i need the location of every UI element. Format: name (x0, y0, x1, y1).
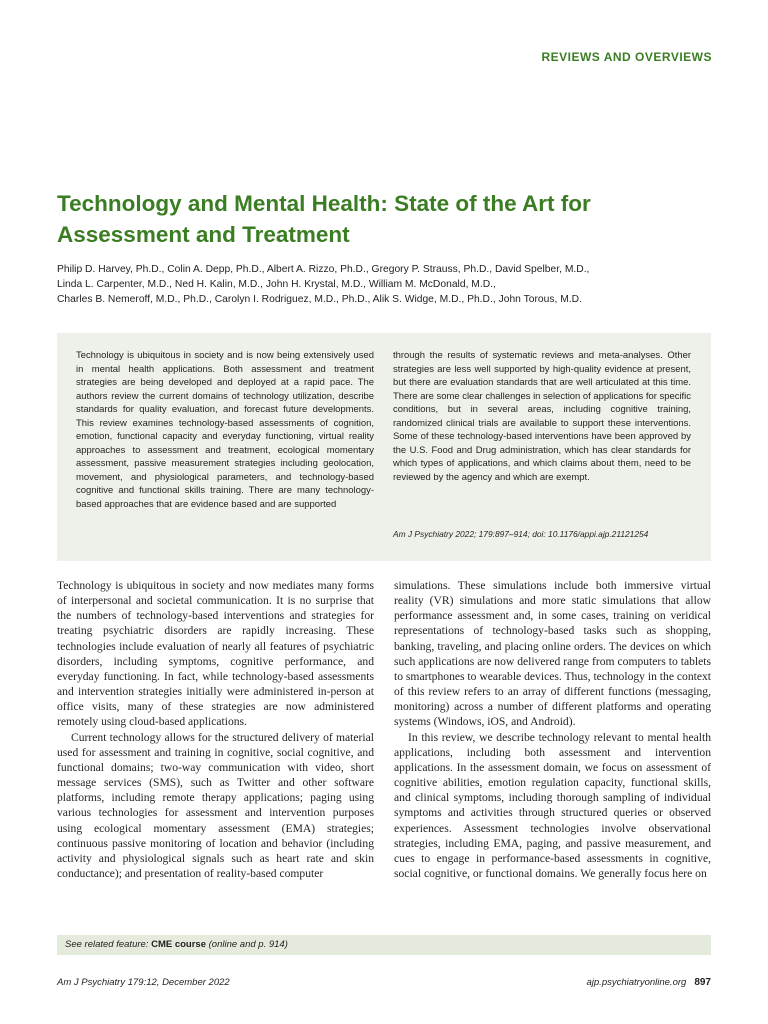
cme-course-link[interactable]: CME course (151, 939, 206, 950)
related-prefix: See related feature: (65, 939, 149, 950)
related-suffix: (online and p. 914) (208, 939, 288, 950)
abstract-left-column: Technology is ubiquitous in society and is now being extensively used in mental health applications. Both assessment and treatment strategies are being developed and deployed at a rapid pace. The authors review the current domains of technology utilization, describe standards for quality evaluation, and forecast future developments. This review examines technology-based assessments of cognition, emotion, functional capacity and everyday functioning, virtual reality approaches to assessment and treatment, ecological momentary assessment, passive measurement strategies including geolocation, movement, and physiological parameters, and technology-based cognitive and functional skills training. There are many technology-based approaches that are evidence based and are supported (76, 350, 374, 510)
journal-url-link[interactable]: ajp.psychiatryonline.org (586, 977, 687, 988)
body-left-column (57, 578, 374, 881)
author-line: Philip D. Harvey, Ph.D., Colin A. Depp, Ph.D., Albert A. Rizzo, Ph.D., Gregory P. Strauss, Ph.D., David Spelber, M.D., (57, 264, 590, 275)
body-right-column (394, 578, 711, 881)
page-number: 897 (694, 977, 711, 988)
citation: Am J Psychiatry 2022; 179:897–914; doi: 10.1176/appi.ajp.21121254 (393, 529, 649, 539)
section-label: REVIEWS AND OVERVIEWS (541, 50, 712, 64)
author-list (57, 262, 717, 307)
body-paragraph: In this review, we describe technology relevant to mental health applications, including both assessment and intervention applications. In the assessment domain, we focus on assessment of cognitive abilities, emotion regulation capacity, functional skills, and clinical symptoms, including thorough sampling of individual symptoms and activities through structured queries or observed experiences. Assessment technologies involve observational strategies, including EMA, paging, and passive measurement, and cues to engage in performance-based assessments in cognitive, social cognitive, or functional domains. We generally focus here on (394, 730, 711, 880)
article-title: Technology and Mental Health: State of the Art for Assessment and Treatment (57, 191, 591, 247)
author-line: Linda L. Carpenter, M.D., Ned H. Kalin, M.D., John H. Krystal, M.D., William M. McDonald, M.D., (57, 279, 496, 290)
abstract-box (57, 333, 711, 561)
journal-issue-footer: Am J Psychiatry 179:12, December 2022 (57, 977, 230, 988)
related-feature-box (57, 935, 711, 955)
body-paragraph: Current technology allows for the structured delivery of material used for assessment and training in cognitive, social cognitive, and functional domains; two-way communication with video, short message services (SMS), such as Twitter and other software platforms, including remote therapy applications; paging using various technologies for assessment and intervention purposes using ecological momentary assessment (EMA) strategies; continuous passive monitoring of location and behavior (including activity and physiological signals such as heart rate and skin conductance); and presentation of reality-based computer (57, 730, 374, 880)
author-line: Charles B. Nemeroff, M.D., Ph.D., Carolyn I. Rodriguez, M.D., Ph.D., Alik S. Widge, M.D., Ph.D., John Torous, M.D. (57, 294, 582, 305)
footer-right (587, 977, 712, 988)
body-paragraph: Technology is ubiquitous in society and now mediates many forms of interpersonal and societal communication. It is no surprise that the numbers of technology-based interventions and strategies for treating psychiatric disorders are rapidly increasing. These technologies include evaluation of nearly all features of psychiatric disorders, including symptoms, cognitive performance, and everyday functioning. In fact, while technology-based assessments and intervention strategies initially were administered in-person at office visits, many of these strategies are now administered remotely using cloud-based applications. (57, 579, 374, 729)
body-paragraph: simulations. These simulations include both immersive virtual reality (VR) simulations and more static simulations that allow performance assessment and, in some cases, training on veridical representations of technology-based tasks such as shopping, banking, traveling, and placing online orders. The devices on which such applications are now delivered range from computers to tablets to smartphones to wearable devices. Thus, technology in the context of this review refers to an array of different functions (messaging, monitoring) across a number of different platforms and operating systems (Windows, iOS, and Android). (394, 579, 711, 729)
abstract-right-column: through the results of systematic reviews and meta-analyses. Other strategies are less well supported by high-quality evidence at present, but there are evaluation standards that are well articulated at this time. There are some clear challenges in selection of applications for specific conditions, but in several areas, including cognitive training, randomized clinical trials are available to support these interventions. Some of these technology-based interventions have been approved by the U.S. Food and Drug administration, which has clear standards for which types of applications, and which claims about them, need to be reviewed by the agency and which are exempt. (393, 350, 691, 483)
